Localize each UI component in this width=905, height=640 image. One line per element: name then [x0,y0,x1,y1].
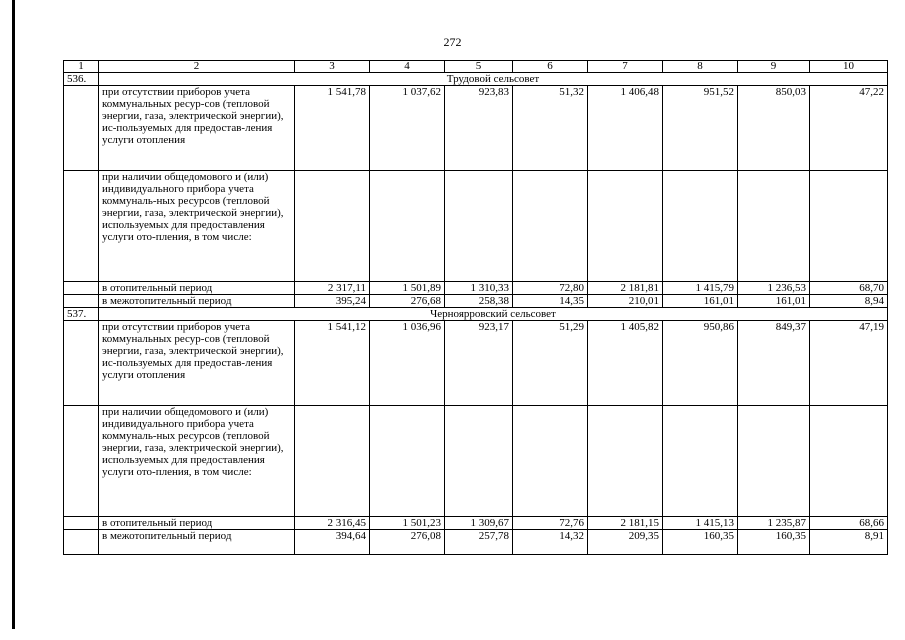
header-cell: 6 [513,61,588,73]
value-cell: 2 316,45 [295,517,370,530]
section-title: Трудовой сельсовет [99,73,888,86]
value-cell: 68,66 [810,517,888,530]
table-row [64,321,888,406]
page-number: 272 [443,35,462,49]
header-cell: 1 [64,61,99,73]
row-label: в межотопительный период [99,530,295,555]
header-cell: 5 [445,61,513,73]
value-cell: 395,24 [295,295,370,308]
value-cell: 47,22 [810,86,888,171]
value-cell: 1 415,79 [663,282,738,295]
value-cell: 1 415,13 [663,517,738,530]
table-row [64,406,888,517]
value-cell: 1 310,33 [445,282,513,295]
value-cell: 1 036,96 [370,321,445,406]
section-number: 537. [64,308,99,321]
row-label: в отопительный период [99,282,295,295]
value-cell: 276,68 [370,295,445,308]
value-cell: 276,08 [370,530,445,555]
section-title-row [64,308,888,321]
value-cell: 2 317,11 [295,282,370,295]
row-label: в межотопительный период [99,295,295,308]
value-cell: 394,64 [295,530,370,555]
value-cell: 2 181,81 [588,282,663,295]
row-label: при наличии общедомового и (или) индивидуального прибора учета коммуналь-ных ресурсов (тепловой энергии, газа, электрической энергии), используемых для предоставления услуги ото-пления, в том числе: [99,406,295,517]
header-cell: 8 [663,61,738,73]
value-cell: 68,70 [810,282,888,295]
header-cell: 3 [295,61,370,73]
value-cell: 161,01 [663,295,738,308]
section-number: 536. [64,73,99,86]
value-cell: 8,91 [810,530,888,555]
header-cell: 7 [588,61,663,73]
value-cell: 72,80 [513,282,588,295]
value-cell: 160,35 [663,530,738,555]
value-cell: 51,32 [513,86,588,171]
header-cell: 10 [810,61,888,73]
value-cell: 950,86 [663,321,738,406]
row-label: в отопительный период [99,517,295,530]
value-cell: 1 309,67 [445,517,513,530]
row-label: при наличии общедомового и (или) индивидуального прибора учета коммуналь-ных ресурсов (тепловой энергии, газа, электрической энергии), используемых для предоставления услуги ото-пления, в том числе: [99,171,295,282]
value-cell: 258,38 [445,295,513,308]
value-cell: 1 037,62 [370,86,445,171]
value-cell: 1 236,53 [738,282,810,295]
header-cell: 9 [738,61,810,73]
table-row [64,517,888,530]
table-row [64,282,888,295]
tariff-table [63,60,888,555]
value-cell: 1 541,78 [295,86,370,171]
value-cell: 8,94 [810,295,888,308]
row-label: при отсутствии приборов учета коммунальных ресур-сов (тепловой энергии, газа, электрической энергии), ис-пользуемых для предостав-ления услуги отопления [99,86,295,171]
header-cell: 4 [370,61,445,73]
value-cell: 850,03 [738,86,810,171]
table-row [64,86,888,171]
value-cell: 209,35 [588,530,663,555]
row-label: при отсутствии приборов учета коммунальных ресур-сов (тепловой энергии, газа, электрической энергии), ис-пользуемых для предостав-ления услуги отопления [99,321,295,406]
value-cell: 923,83 [445,86,513,171]
value-cell: 14,32 [513,530,588,555]
value-cell: 923,17 [445,321,513,406]
value-cell: 14,35 [513,295,588,308]
value-cell: 160,35 [738,530,810,555]
value-cell: 951,52 [663,86,738,171]
value-cell: 2 181,15 [588,517,663,530]
table-row [64,530,888,555]
table-row [64,295,888,308]
value-cell: 257,78 [445,530,513,555]
section-title-row [64,73,888,86]
value-cell: 161,01 [738,295,810,308]
value-cell: 1 406,48 [588,86,663,171]
value-cell: 1 501,89 [370,282,445,295]
value-cell: 1 541,12 [295,321,370,406]
section-title: Черноярровский сельсовет [99,308,888,321]
page-edge-bar [12,0,15,629]
value-cell: 47,19 [810,321,888,406]
value-cell: 1 501,23 [370,517,445,530]
value-cell: 72,76 [513,517,588,530]
header-cell: 2 [99,61,295,73]
table-header-row [64,61,888,73]
value-cell: 1 405,82 [588,321,663,406]
value-cell: 1 235,87 [738,517,810,530]
value-cell: 849,37 [738,321,810,406]
table-row [64,171,888,282]
value-cell: 210,01 [588,295,663,308]
value-cell: 51,29 [513,321,588,406]
